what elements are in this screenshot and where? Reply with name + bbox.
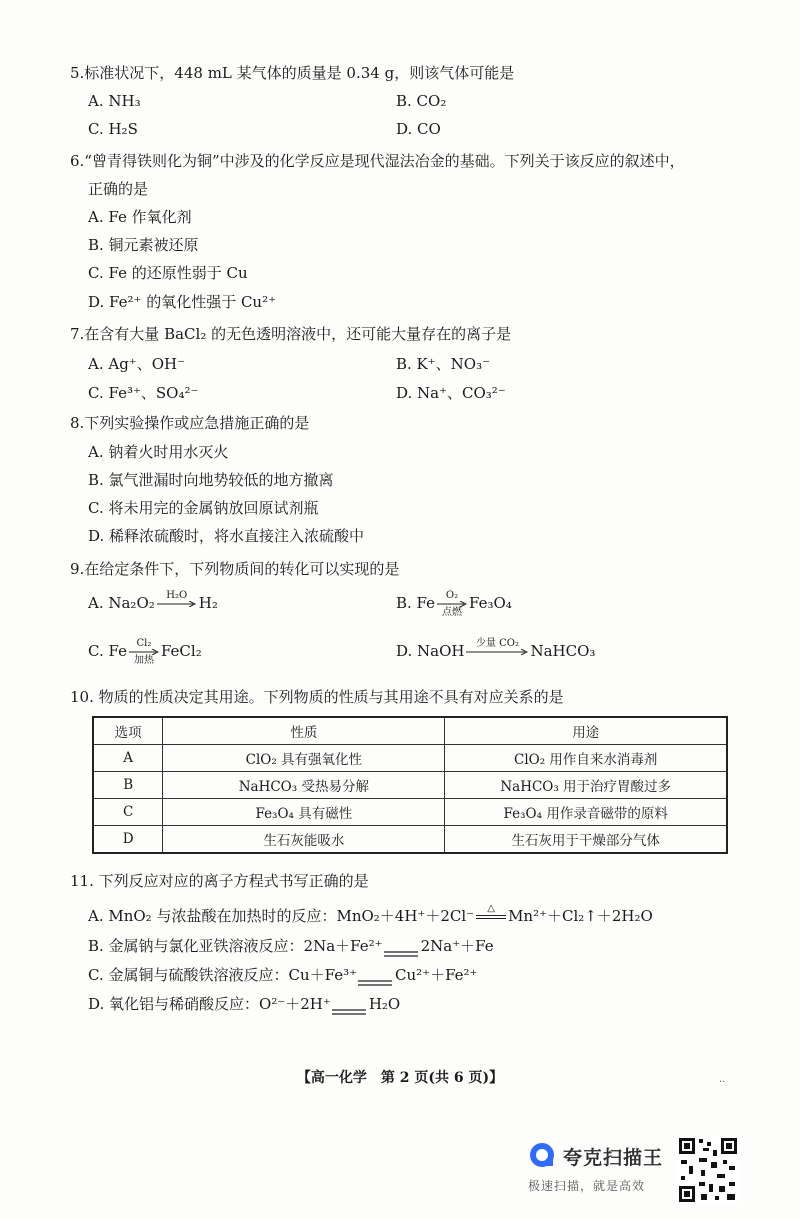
- arrow-icon: [129, 649, 159, 655]
- question-8: [70, 410, 770, 436]
- product: Fe₃O₄: [469, 594, 512, 612]
- table-cell: Fe₃O₄ 具有磁性: [163, 799, 445, 826]
- option-d: D. CO: [396, 120, 441, 138]
- option-a: A. 钠着火时用水灭火: [88, 443, 229, 461]
- equation-left: B. 金属钠与氯化亚铁溶液反应：2Na＋Fe²⁺: [88, 937, 383, 955]
- question-stem: 8.下列实验操作或应急措施正确的是: [70, 414, 310, 432]
- question-11: [70, 868, 770, 894]
- option-c: [88, 963, 477, 987]
- brand-slogan: 极速扫描，就是高效: [528, 1179, 646, 1193]
- scanner-watermark: [528, 1141, 668, 1201]
- reaction-arrow: [466, 638, 528, 666]
- arrow-icon: [157, 601, 197, 607]
- option-a: A. NH₃: [88, 92, 141, 110]
- arrow-condition-below: 点燃: [442, 607, 463, 618]
- question-stem-line2: 正确的是: [88, 180, 149, 198]
- option-a: [88, 903, 653, 931]
- quark-logo-icon: [528, 1141, 556, 1169]
- table-cell: NaHCO₃ 受热易分解: [163, 772, 445, 799]
- question-9: [70, 556, 770, 582]
- option-b: [88, 934, 494, 958]
- question-7: [70, 321, 770, 347]
- reaction-arrow: [437, 590, 467, 618]
- question-stem: 10. 物质的性质决定其用途。下列物质的性质与其用途不具有对应关系的是: [70, 688, 564, 706]
- equation-right: H₂O: [368, 995, 401, 1013]
- equation-left: A. MnO₂ 与浓盐酸在加热时的反应：MnO₂＋4H⁺＋2Cl⁻: [88, 907, 475, 925]
- equal-sign-icon: [357, 971, 395, 981]
- product: FeCl₂: [160, 642, 202, 660]
- product: NaHCO₃: [530, 642, 596, 660]
- arrow-condition-above: O₂: [445, 590, 459, 601]
- option-c: C. 将未用完的金属钠放回原试剂瓶: [88, 499, 319, 517]
- table-cell: 生石灰能吸水: [163, 826, 445, 854]
- equation-left: C. 金属铜与硫酸铁溶液反应：Cu＋Fe³⁺: [88, 966, 358, 984]
- table-row: [93, 799, 727, 826]
- option-b: B. K⁺、NO₃⁻: [396, 355, 491, 373]
- option-a: A. Ag⁺、OH⁻: [88, 355, 186, 373]
- table-cell: ClO₂ 具有强氧化性: [163, 745, 445, 772]
- arrow-condition-above: Cl₂: [136, 638, 152, 649]
- option-c: [88, 638, 202, 666]
- heat-condition: △: [487, 903, 495, 914]
- reaction-arrow: [129, 638, 159, 666]
- reactant: D. NaOH: [396, 642, 465, 660]
- reactant: B. Fe: [396, 594, 436, 612]
- reaction-arrow: [157, 590, 197, 618]
- question-5: [70, 60, 770, 86]
- brand-name: 夸克扫描王: [563, 1147, 664, 1169]
- question-stem-line1: 6.“曾青得铁则化为铜”中涉及的化学反应是现代湿法冶金的基础。下列关于该反应的叙述中，: [70, 152, 685, 170]
- question-stem: 7.在含有大量 BaCl₂ 的无色透明溶液中，还可能大量存在的离子是: [70, 325, 512, 343]
- corner-mark: ··: [719, 1077, 726, 1088]
- option-b: B. CO₂: [396, 92, 447, 110]
- table-header-row: [93, 717, 727, 745]
- option-a: [88, 590, 218, 618]
- table-cell: 生石灰用于干燥部分气体: [445, 826, 727, 854]
- arrow-icon: [437, 601, 467, 607]
- equation-right: Mn²⁺＋Cl₂↑＋2H₂O: [508, 907, 653, 925]
- table-cell: C: [93, 799, 163, 826]
- equal-sign-icon: [331, 1000, 369, 1010]
- option-c: C. Fe 的还原性弱于 Cu: [88, 264, 248, 282]
- option-b: [396, 590, 512, 618]
- column-header: 性质: [163, 717, 445, 745]
- equal-sign-icon: [383, 942, 421, 952]
- option-d: D. 稀释浓硫酸时，将水直接注入浓硫酸中: [88, 527, 365, 545]
- equation-right: Cu²⁺＋Fe²⁺: [395, 966, 478, 984]
- option-b: B. 氯气泄漏时向地势较低的地方撤离: [88, 471, 334, 489]
- option-c: C. H₂S: [88, 120, 138, 138]
- option-d: D. Fe²⁺ 的氧化性强于 Cu²⁺: [88, 293, 277, 311]
- arrow-condition-above: 少量 CO₂: [475, 638, 519, 649]
- table-cell: ClO₂ 用作自来水消毒剂: [445, 745, 727, 772]
- equation-right: 2Na⁺＋Fe: [420, 937, 494, 955]
- option-c: C. Fe³⁺、SO₄²⁻: [88, 384, 199, 402]
- table-cell: B: [93, 772, 163, 799]
- qr-code-icon: [677, 1136, 739, 1204]
- heat-equal-sign: [476, 903, 506, 931]
- property-use-table: [92, 716, 728, 854]
- column-header: 用途: [445, 717, 727, 745]
- option-d: [396, 638, 595, 666]
- product: H₂: [198, 594, 218, 612]
- reactant: C. Fe: [88, 642, 127, 660]
- question-stem: 9.在给定条件下，下列物质间的转化可以实现的是: [70, 560, 400, 578]
- table-cell: D: [93, 826, 163, 854]
- page-footer: 【高一化学 第 2 页(共 6 页)】: [296, 1070, 504, 1086]
- table-row: [93, 745, 727, 772]
- table-cell: NaHCO₃ 用于治疗胃酸过多: [445, 772, 727, 799]
- arrow-condition-above: H₂O: [166, 590, 188, 601]
- option-d: [88, 992, 400, 1016]
- question-6: [70, 148, 770, 174]
- option-b: B. 铜元素被还原: [88, 236, 199, 254]
- equal-sign-icon: [476, 914, 506, 920]
- table-row: [93, 772, 727, 799]
- option-d: D. Na⁺、CO₃²⁻: [396, 384, 506, 402]
- option-a: A. Fe 作氧化剂: [88, 208, 192, 226]
- question-10: [70, 684, 770, 710]
- question-stem: 11. 下列反应对应的离子方程式书写正确的是: [70, 872, 369, 890]
- column-header: 选项: [93, 717, 163, 745]
- table-cell: A: [93, 745, 163, 772]
- reactant: A. Na₂O₂: [88, 594, 155, 612]
- arrow-icon: [466, 649, 528, 655]
- table-row: [93, 826, 727, 854]
- equation-left: D. 氧化铝与稀硝酸反应：O²⁻＋2H⁺: [88, 995, 331, 1013]
- question-stem: 5.标准状况下，448 mL 某气体的质量是 0.34 g，则该气体可能是: [70, 64, 515, 82]
- table-cell: Fe₃O₄ 用作录音磁带的原料: [445, 799, 727, 826]
- arrow-condition-below: 加热: [133, 655, 154, 666]
